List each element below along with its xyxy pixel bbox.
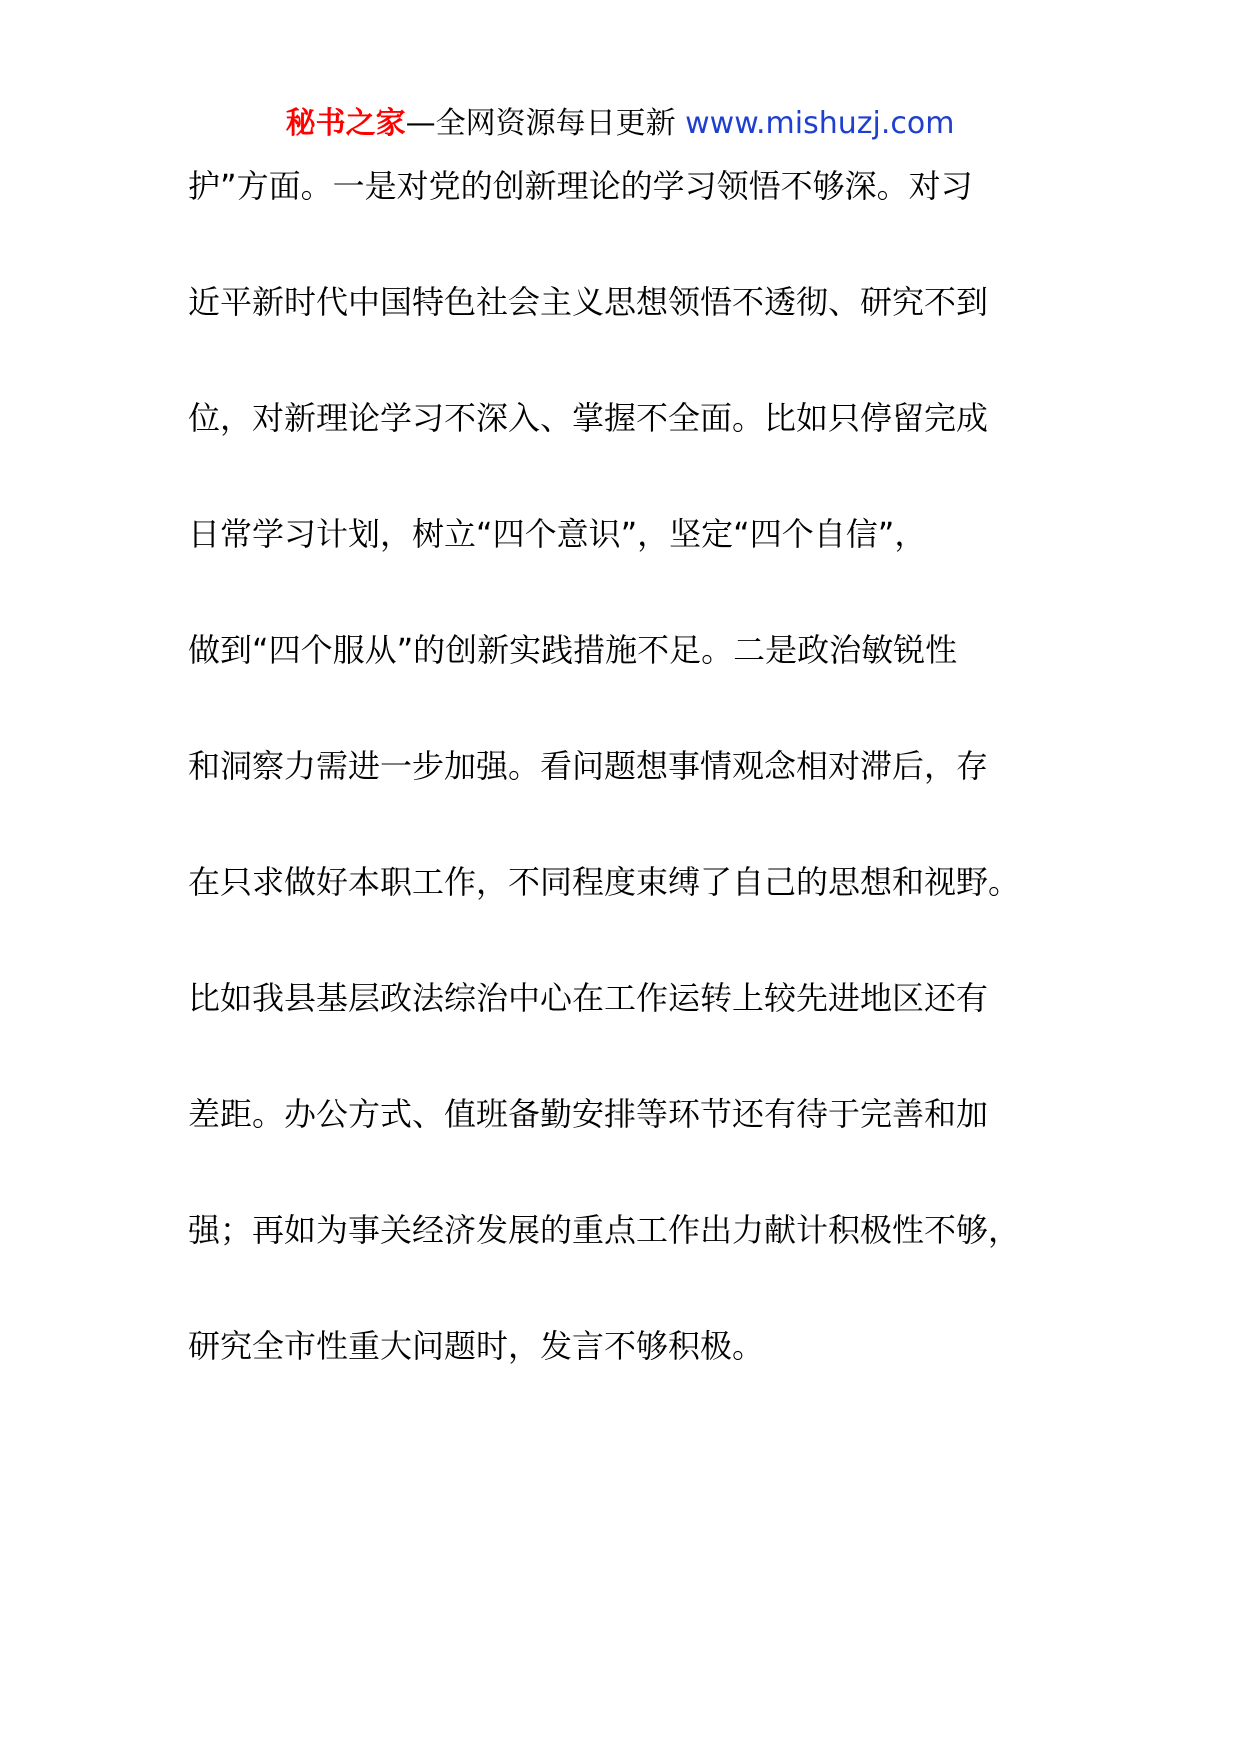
text-line: 位，对新理论学习不深入、掌握不全面。比如只停留完成 <box>188 399 989 437</box>
text-line: 研究全市性重大问题时，发言不够积极。 <box>188 1327 765 1365</box>
text-line: 护”方面。一是对党的创新理论的学习领悟不够深。对习 <box>188 167 973 205</box>
text-line: 和洞察力需进一步加强。看问题想事情观念相对滞后，存 <box>188 747 989 785</box>
text-line: 做到“四个服从”的创新实践措施不足。二是政治敏锐性 <box>188 631 958 669</box>
text-line: 差距。办公方式、值班备勤安排等环节还有待于完善和加 <box>188 1095 989 1133</box>
text-line: 日常学习计划，树立“四个意识”，坚定“四个自信”， <box>188 515 927 553</box>
header-brand: 秘书之家 <box>285 106 406 141</box>
page-header <box>0 100 1240 148</box>
header-tagline: —全网资源每日更新 <box>405 106 686 141</box>
header-site-link[interactable]: www.mishuzj.com <box>685 106 955 141</box>
text-line: 强；再如为事关经济发展的重点工作出力献计积极性不够， <box>188 1211 1021 1249</box>
text-line: 近平新时代中国特色社会主义思想领悟不透彻、研究不到 <box>188 283 989 321</box>
text-line: 比如我县基层政法综治中心在工作运转上较先进地区还有 <box>188 979 989 1017</box>
text-line: 在只求做好本职工作，不同程度束缚了自己的思想和视野。 <box>188 863 1021 901</box>
